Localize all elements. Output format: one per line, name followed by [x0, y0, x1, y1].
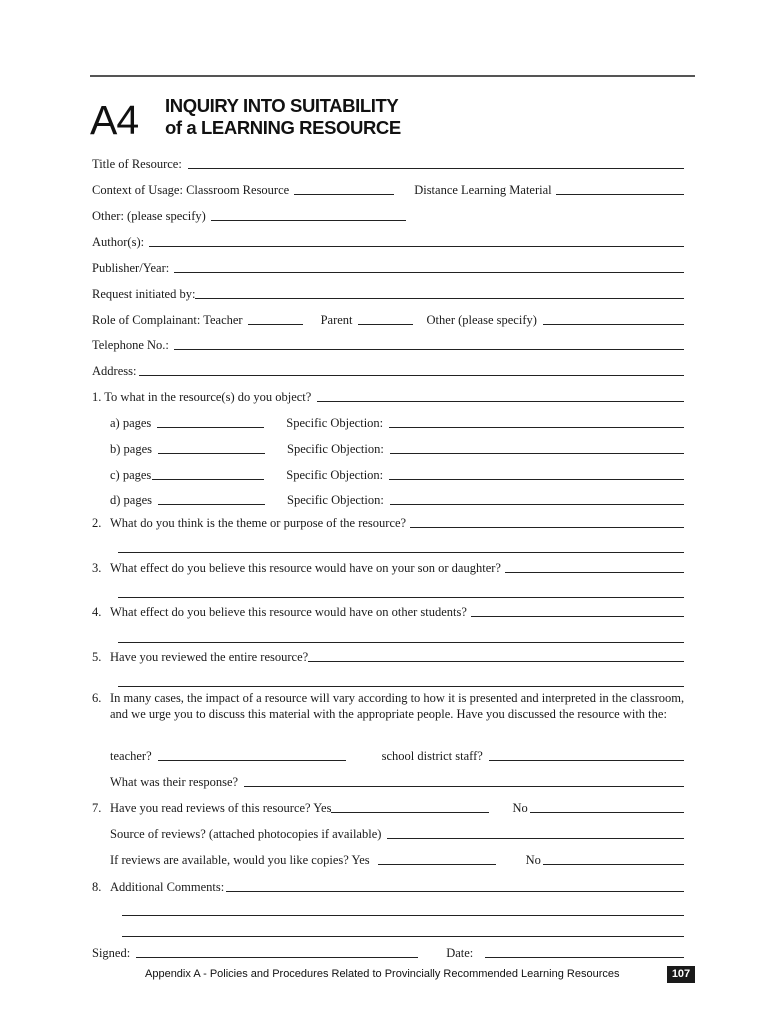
request-label: Request initiated by:: [92, 287, 196, 301]
q6-number: 6.: [92, 691, 102, 705]
q2-field[interactable]: [410, 527, 684, 528]
q2-continuation: [118, 536, 684, 556]
context-row: [92, 178, 684, 198]
q2-number: 2.: [92, 516, 102, 530]
q5-text: Have you reviewed the entire resource?: [110, 650, 309, 664]
q8-continuation-2: [122, 920, 684, 940]
q7-source-label: Source of reviews? (attached photocopies if available): [110, 827, 382, 841]
form-code: A4: [90, 97, 139, 143]
q7-yes-field[interactable]: [331, 812, 489, 813]
form-title-line1: INQUIRY INTO SUITABILITY: [165, 95, 399, 116]
q3-text: What effect do you believe this resource would have on your son or daughter?: [110, 561, 501, 575]
q2-row: [92, 511, 684, 531]
q8-field-line2[interactable]: [122, 915, 684, 916]
q3-continuation: [118, 581, 684, 601]
role-other-field[interactable]: [543, 324, 684, 325]
q7-text: Have you read reviews of this resource? Yes: [110, 801, 332, 815]
role-other-label: Other (please specify): [426, 313, 537, 327]
q5-field[interactable]: [308, 661, 684, 662]
q7-number: 7.: [92, 801, 102, 815]
address-row: [92, 359, 684, 379]
objection-field-d[interactable]: [390, 504, 684, 505]
pages-field-a[interactable]: [157, 427, 264, 428]
q2-text: What do you think is the theme or purpose of the resource?: [110, 516, 407, 530]
teacher-field[interactable]: [248, 324, 303, 325]
telephone-field[interactable]: [174, 349, 684, 350]
q6-response-label: What was their response?: [110, 775, 239, 789]
distance-field[interactable]: [556, 194, 684, 195]
q8-continuation-1: [122, 899, 684, 919]
page-footer: Appendix A - Policies and Procedures Related to Provincially Recommended Learning Resources: [145, 968, 620, 980]
q4-field[interactable]: [471, 616, 684, 617]
q7-source-field[interactable]: [387, 838, 684, 839]
q6-teacher-label: teacher?: [110, 749, 152, 763]
q4-number: 4.: [92, 605, 102, 619]
q4-continuation: [118, 626, 684, 646]
q6-teacher-field[interactable]: [158, 760, 346, 761]
q1-row: [92, 385, 684, 405]
q3-row: [92, 556, 684, 576]
q4-row: [92, 600, 684, 620]
other-field[interactable]: [211, 220, 406, 221]
pages-label: b) pages: [110, 442, 152, 456]
pages-field-c[interactable]: [152, 479, 264, 480]
q7-row: [92, 796, 684, 816]
role-label: Role of Complainant: Teacher: [92, 313, 243, 327]
q5-number: 5.: [92, 650, 102, 664]
form-title: [165, 95, 401, 139]
q7-copies-no-label: No: [525, 853, 541, 867]
q1-item-c: [110, 463, 684, 483]
q8-number: 8.: [92, 880, 102, 894]
pages-label: c) pages: [110, 468, 152, 482]
q7-no-field[interactable]: [530, 812, 684, 813]
form-title-line2: of a LEARNING RESOURCE: [165, 117, 401, 138]
signature-row: [92, 941, 684, 961]
parent-field[interactable]: [358, 324, 413, 325]
top-rule: [90, 75, 695, 77]
q3-number: 3.: [92, 561, 102, 575]
authors-label: Author(s):: [92, 235, 145, 249]
q6-staff-label: school district staff?: [381, 749, 483, 763]
q7-copies-yes-field[interactable]: [378, 864, 496, 865]
address-label: Address:: [92, 364, 137, 378]
request-field[interactable]: [195, 298, 684, 299]
q5-continuation: [118, 670, 684, 690]
q1-item-d: [110, 488, 684, 508]
title-row: [92, 152, 684, 172]
q4-text: What effect do you believe this resource would have on other students?: [110, 605, 467, 619]
q1-field[interactable]: [317, 401, 684, 402]
role-row: [92, 308, 684, 328]
address-field[interactable]: [139, 375, 684, 376]
classroom-resource-field[interactable]: [294, 194, 394, 195]
page-number: 107: [667, 966, 695, 983]
objection-field-b[interactable]: [390, 453, 684, 454]
title-field[interactable]: [188, 168, 684, 169]
q5-row: [92, 645, 684, 665]
q8-text: Additional Comments:: [110, 880, 225, 894]
telephone-row: [92, 333, 684, 353]
request-row: [92, 282, 684, 302]
q1-item-b: [110, 437, 684, 457]
signed-field[interactable]: [136, 957, 418, 958]
objection-label: Specific Objection:: [287, 493, 384, 507]
context-label: Context of Usage: Classroom Resource: [92, 183, 290, 197]
authors-field[interactable]: [149, 246, 684, 247]
objection-field-c[interactable]: [389, 479, 684, 480]
pages-label: d) pages: [110, 493, 152, 507]
q6-response-field[interactable]: [244, 786, 684, 787]
q7-copies-label: If reviews are available, would you like copies? Yes: [110, 853, 370, 867]
pages-field-d[interactable]: [158, 504, 265, 505]
publisher-row: [92, 256, 684, 276]
other-label: Other: (please specify): [92, 209, 206, 223]
objection-label: Specific Objection:: [286, 416, 384, 430]
q6-discuss-row: [110, 744, 684, 764]
other-row: [92, 204, 684, 224]
q8-field[interactable]: [226, 891, 684, 892]
date-field[interactable]: [485, 957, 684, 958]
objection-label: Specific Objection:: [286, 468, 384, 482]
q1-text: 1. To what in the resource(s) do you object?: [92, 390, 312, 404]
q7-source-row: [110, 822, 684, 842]
q3-field-line2[interactable]: [118, 597, 684, 598]
distance-label: Distance Learning Material: [414, 183, 552, 197]
objection-label: Specific Objection:: [287, 442, 384, 456]
date-label: Date:: [446, 946, 474, 960]
q8-row: [92, 875, 684, 895]
q3-field[interactable]: [505, 572, 684, 573]
publisher-label: Publisher/Year:: [92, 261, 170, 275]
telephone-label: Telephone No.:: [92, 338, 169, 352]
q6-paragraph: [92, 690, 692, 740]
q8-field-line3[interactable]: [122, 936, 684, 937]
authors-row: [92, 230, 684, 250]
q6-response-row: [110, 770, 684, 790]
title-label: Title of Resource:: [92, 157, 182, 171]
q6-staff-field[interactable]: [489, 760, 684, 761]
objection-field-a[interactable]: [389, 427, 684, 428]
q7-copies-row: [110, 848, 684, 868]
q2-field-line2[interactable]: [118, 552, 684, 553]
q4-field-line2[interactable]: [118, 642, 684, 643]
signed-label: Signed:: [92, 946, 131, 960]
q6-text: In many cases, the impact of a resource will vary according to how it is presented and interpreted in the classroom, and we urge you to discuss this material with the appropriate people. Have you discussed the resource with the:: [110, 691, 685, 721]
pages-field-b[interactable]: [158, 453, 265, 454]
q1-item-a: [110, 411, 684, 431]
parent-label: Parent: [320, 313, 353, 327]
publisher-field[interactable]: [174, 272, 684, 273]
pages-label: a) pages: [110, 416, 152, 430]
q7-no-label: No: [512, 801, 528, 815]
q7-copies-no-field[interactable]: [543, 864, 684, 865]
q5-field-line2[interactable]: [118, 686, 684, 687]
